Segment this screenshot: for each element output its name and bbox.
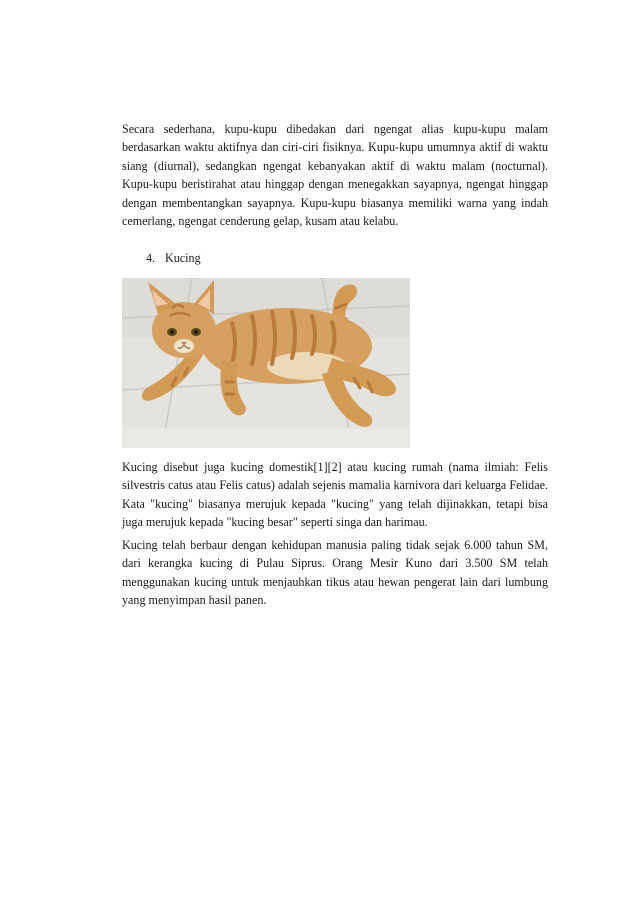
- list-item-kucing: [146, 249, 201, 267]
- paragraph-kupu-kupu: Secara sederhana, kupu-kupu dibedakan dari ngengat alias kupu-kupu malam berdasarkan waktu aktifnya dan ciri-ciri fisiknya. Kupu-kupu umumnya aktif di waktu siang (diurnal), sedangkan ngengat kebanyakan aktif di waktu malam (nocturnal). Kupu-kupu beristirahat atau hinggap dengan menegakkan sayapnya, ngengat hinggap dengan membentangkan sayapnya. Kupu-kupu biasanya memiliki warna yang indah cemerlang, ngengat cenderung gelap, kusam atau kelabu.: [122, 122, 548, 229]
- paragraph-kucing-sejarah: Kucing telah berbaur dengan kehidupan manusia paling tidak sejak 6.000 tahun SM, dari kerangka kucing di Pulau Siprus. Orang Mesir Kuno dari 3.500 SM telah menggunakan kucing untuk menjauhkan tikus atau hewan pengerat lain dari lumbung yang menyimpan hasil panen.: [122, 538, 548, 608]
- list-number: 4.: [146, 251, 156, 265]
- list-label: Kucing: [165, 251, 201, 265]
- paragraph-kucing-definisi: Kucing disebut juga kucing domestik[1][2] atau kucing rumah (nama ilmiah: Felis silvestris catus atau Felis catus) adalah sejenis mamalia karnivora dari keluarga Felidae. Kata "kucing" biasanya merujuk kepada "kucing" yang telah dijinakkan, tetapi bisa juga merujuk kepada "kucing besar" seperti singa dan harimau.: [122, 460, 548, 530]
- cat-photo: [122, 278, 410, 448]
